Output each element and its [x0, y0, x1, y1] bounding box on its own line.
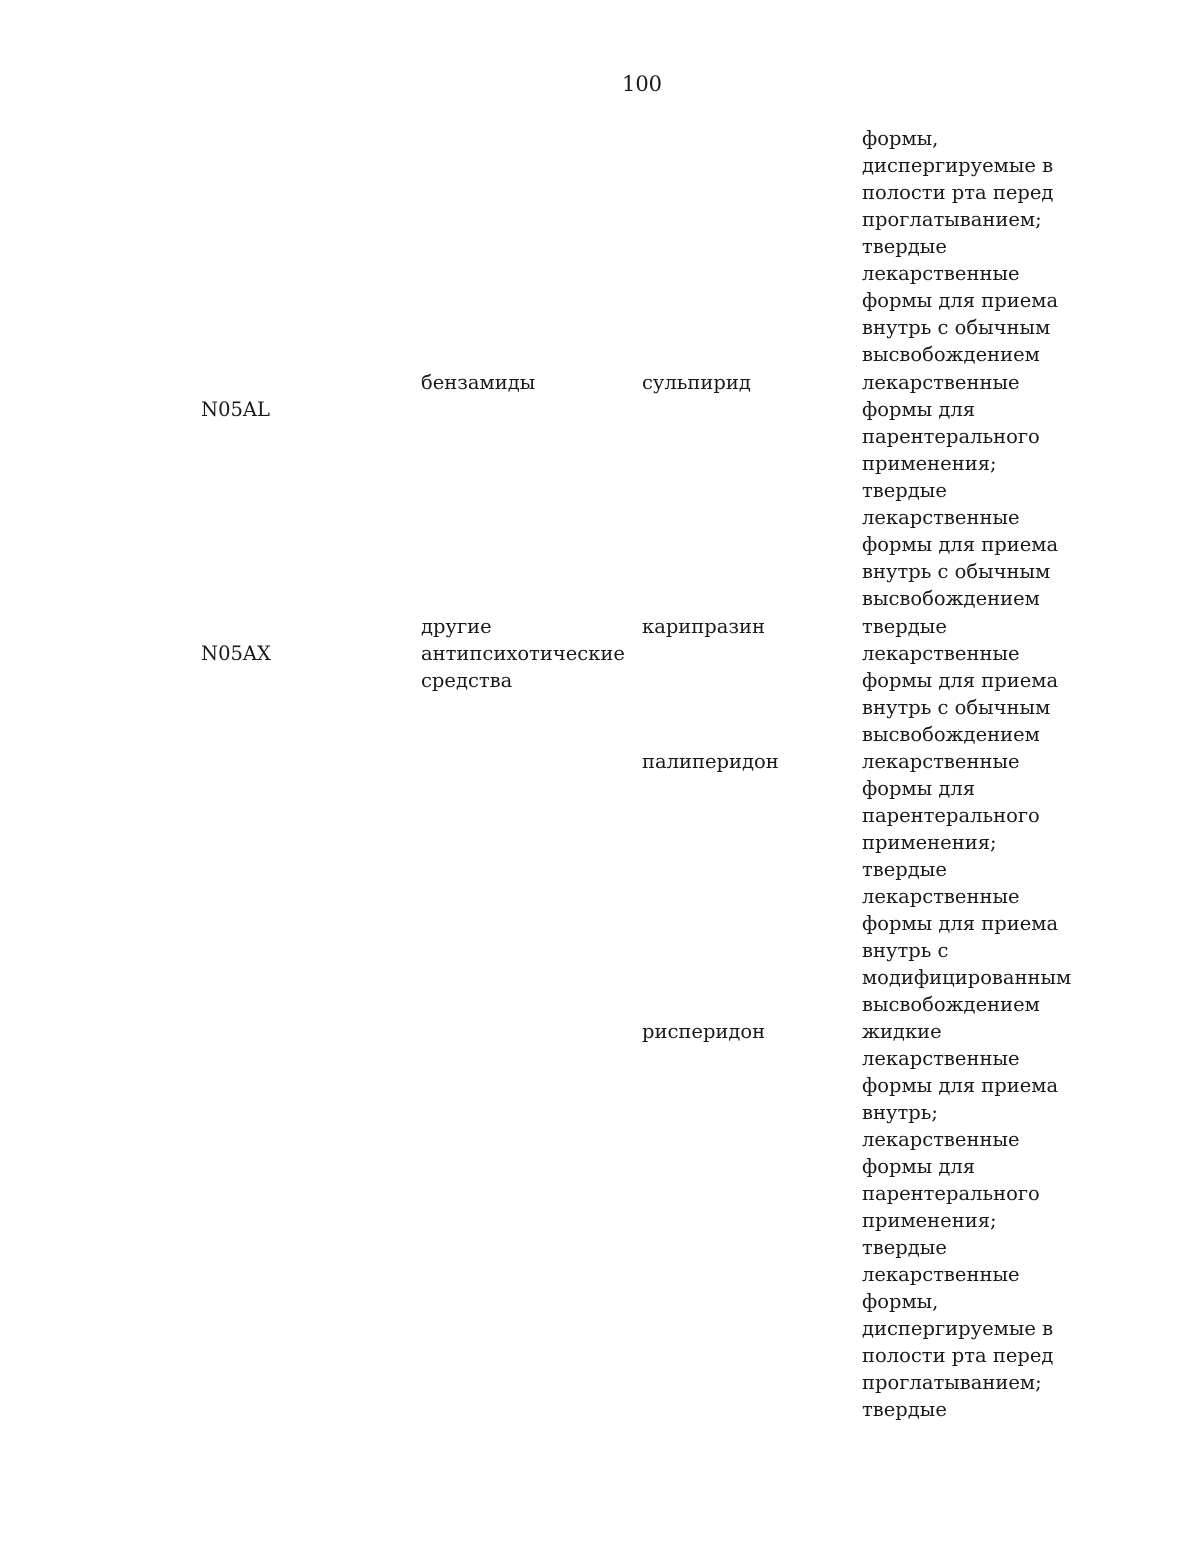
group-name-other-antipsychotics: другие антипсихотические средства — [421, 615, 625, 692]
drug-name-paliperidone: палиперидон — [642, 750, 779, 773]
dosage-forms-paliperidone: лекарственные формы для парентерального применения; твердые лекарственные формы для приема внутрь с модифицированным высвобождением — [862, 750, 1072, 1016]
dosage-forms-risperidone: жидкие лекарственные формы для приема внутрь; лекарственные формы для парентерального применения; твердые лекарственные формы, диспергируемые в полости рта перед проглатыванием; твердые — [862, 1020, 1059, 1421]
page-number: 100 — [621, 72, 663, 96]
atc-code-n05al: N05AL — [201, 398, 270, 421]
atc-code-n05ax: N05AX — [201, 642, 271, 665]
dosage-forms-cariprazine: твердые лекарственные формы для приема внутрь с обычным высвобождением — [862, 615, 1059, 746]
group-name-benzamides: бензамиды — [421, 371, 536, 394]
drug-name-sulpiride: сульпирид — [642, 371, 751, 394]
dosage-forms-continued: формы, диспергируемые в полости рта перед проглатыванием; твердые лекарственные формы для приема внутрь с обычным высвобождением — [862, 127, 1059, 366]
drug-name-cariprazine: карипразин — [642, 615, 766, 638]
drug-name-risperidone: рисперидон — [642, 1020, 766, 1043]
dosage-forms-sulpiride: лекарственные формы для парентерального применения; твердые лекарственные формы для приема внутрь с обычным высвобождением — [862, 371, 1059, 610]
